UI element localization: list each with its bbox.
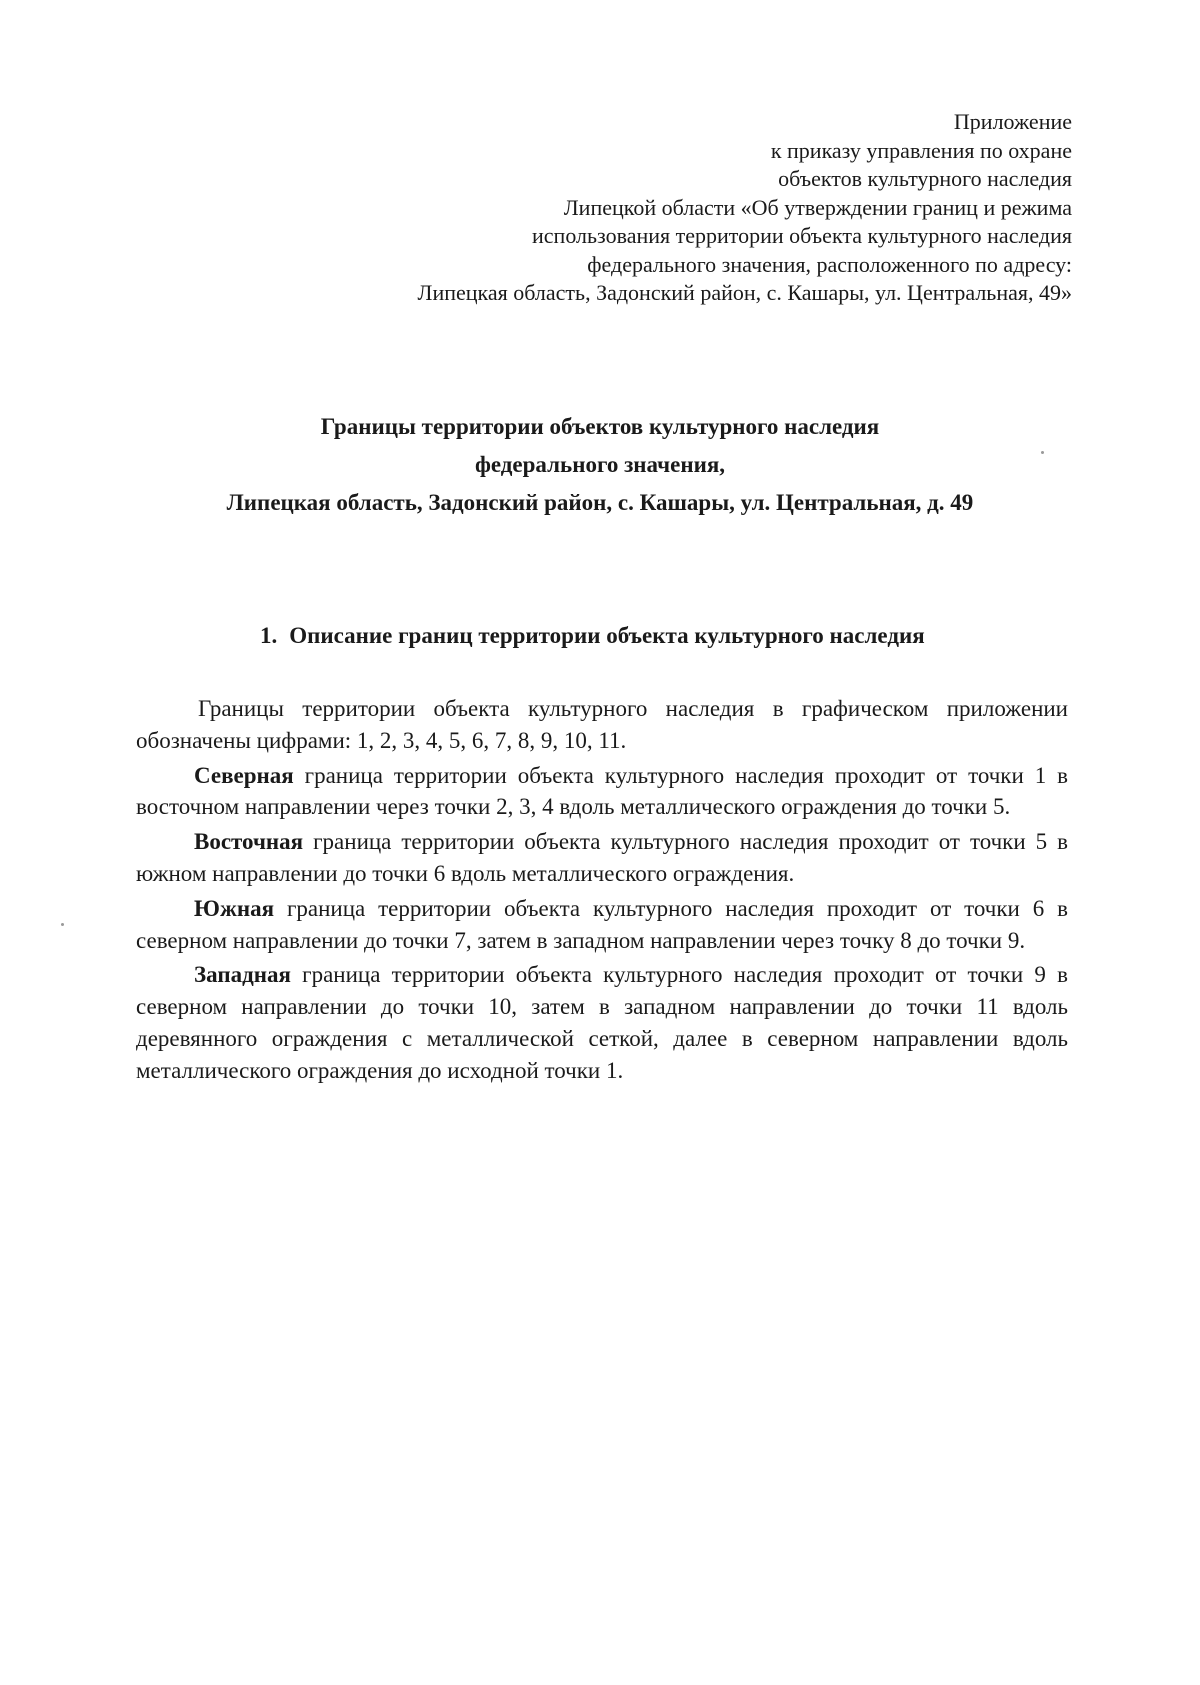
paragraph-east-boundary [136,826,1068,890]
paragraph-west-boundary [136,959,1068,1086]
annex-line: федерального значения, расположенного по адресу: [587,251,1072,277]
paragraph-text: граница территории объекта культурного наследия проходит от точки 6 в северном направлении до точки 7, затем в западном направлении через точку 8 до точки 9. [136,895,1068,953]
annex-line: использования территории объекта культурного наследия [532,223,1072,248]
paragraph-text: граница территории объекта культурного наследия проходит от точки 9 в северном направлении до точки 10, затем в западном направлении до точки 11 вдоль деревянного ограждения с металлической сеткой, далее в северном направлении вдоль металлического ограждения до исходной точки 1. [136,962,1068,1083]
annex-line: объектов культурного наследия [778,166,1072,191]
document-title [120,408,1080,522]
paragraph-south-boundary [136,893,1068,957]
section-number: 1. [260,623,278,648]
paragraph-text: граница территории объекта культурного наследия проходит от точки 5 в южном направлении до точки 6 вдоль металлического ограждения. [136,829,1068,886]
section-title: Описание границ территории объекта культурного наследия [289,623,925,648]
title-line: Липецкая область, Задонский район, с. Кашары, ул. Центральная, д. 49 [226,490,974,515]
paragraph-intro [136,693,1068,757]
paragraph-lead: Восточная [194,829,304,855]
paragraph-text: граница территории объекта культурного наследия проходит от точки 1 в восточном направлении через точки 2, 3, 4 вдоль металлического ограждения до точки 5. [136,762,1068,820]
annex-line: Липецкой области «Об утверждении границ и режима [563,194,1072,220]
paragraph-north-boundary [136,760,1068,824]
title-line: Границы территории объектов культурного наследия [320,414,880,439]
annex-line: Приложение [953,109,1072,134]
paragraph-text: Границы территории объекта культурного наследия в графическом приложении обозначены цифрами: 1, 2, 3, 4, 5, 6, 7, 8, 9, 10, 11. [136,696,1068,753]
scan-speck [1041,451,1044,454]
annex-line: Липецкая область, Задонский район, с. Кашары, ул. Центральная, 49» [417,280,1072,305]
document-body [136,693,1068,1087]
section-heading [260,621,925,651]
annex-line: к приказу управления по охране [770,137,1072,163]
paragraph-lead: Западная [194,962,291,988]
title-line: федерального значения, [474,452,726,477]
scan-speck [61,923,64,926]
paragraph-lead: Северная [194,762,294,788]
annex-header [252,108,1072,308]
paragraph-lead: Южная [194,895,275,921]
